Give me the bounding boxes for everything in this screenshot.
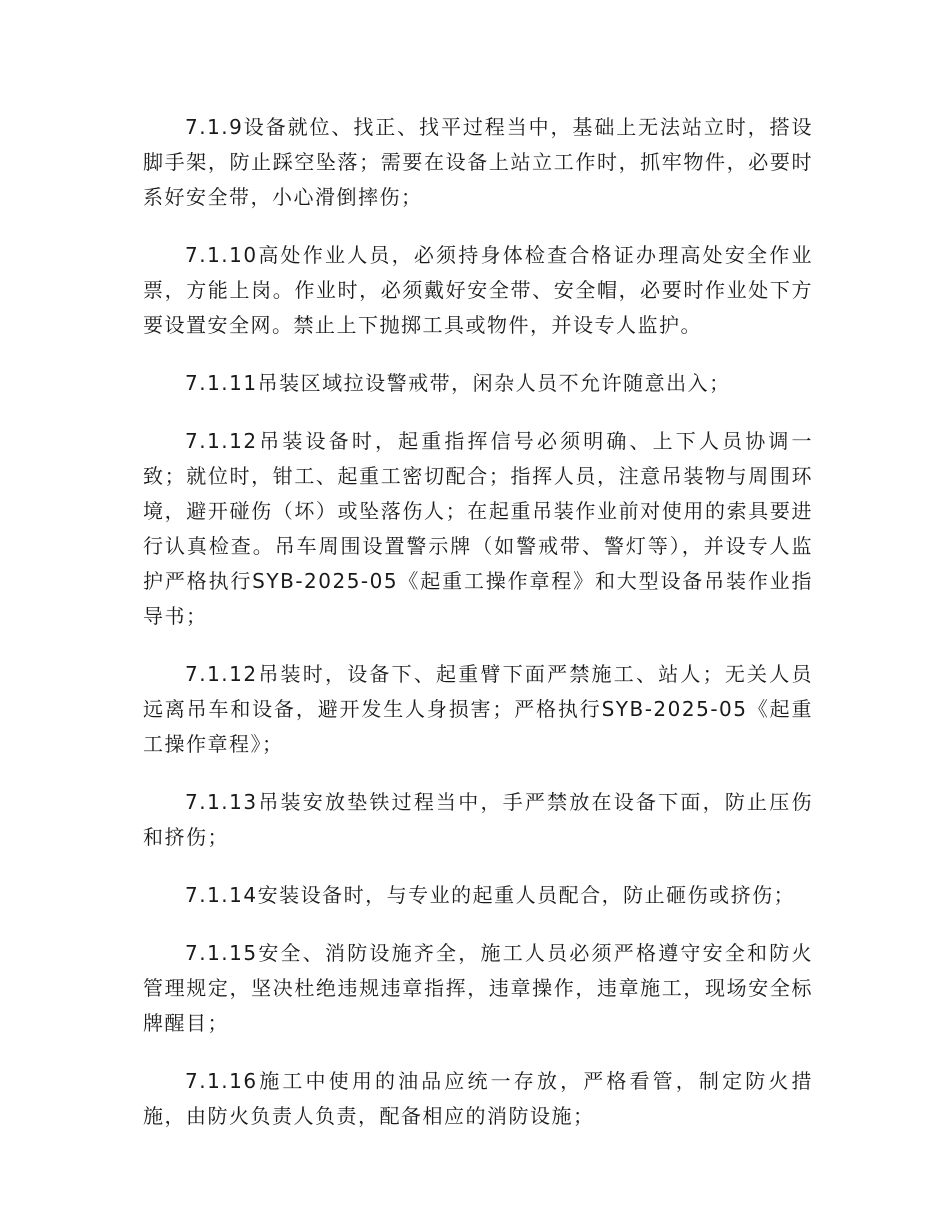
paragraph-7-1-9: 7.1.9设备就位、找正、找平过程当中，基础上无法站立时，搭设脚手架，防止踩空坠落；需要在设备上站立工作时，抓牢物件，必要时系好安全带，小心滑倒摔伤； (143, 115, 813, 209)
paragraph-7-1-12-a: 7.1.12吊装设备时，起重指挥信号必须明确、上下人员协调一致；就位时，钳工、起重工密切配合；指挥人员，注意吊装物与周围环境，避开碰伤（坏）或坠落伤人；在起重吊装作业前对使用的索具要进行认真检查。吊车周围设置警示牌（如警戒带、警灯等），并设专人监护严格执行SYB-2025-05《起重工操作章程》和大型设备吊装作业指导书； (143, 429, 813, 628)
paragraph-7-1-14: 7.1.14安装设备时，与专业的起重人员配合，防止砸伤或挤伤； (185, 883, 796, 907)
paragraph-7-1-10: 7.1.10高处作业人员，必须持身体检查合格证办理高处安全作业票，方能上岗。作业时，必须戴好安全带、安全帽，必要时作业处下方要设置安全网。禁止上下抛掷工具或物件，并设专人监护。 (143, 243, 813, 337)
paragraph-7-1-15: 7.1.15安全、消防设施齐全，施工人员必须严格遵守安全和防火管理规定，坚决杜绝违规违章指挥，违章操作，违章施工，现场安全标牌醒目； (143, 941, 813, 1035)
paragraph-7-1-16: 7.1.16施工中使用的油品应统一存放，严格看管，制定防火措施，由防火负责人负责，配备相应的消防设施； (143, 1069, 813, 1128)
paragraph-7-1-11: 7.1.11吊装区域拉设警戒带，闲杂人员不允许随意出入； (185, 371, 731, 395)
paragraph-7-1-13: 7.1.13吊装安放垫铁过程当中，手严禁放在设备下面，防止压伤和挤伤； (143, 790, 813, 849)
document-body (143, 110, 813, 1157)
paragraph-7-1-12-b: 7.1.12吊装时，设备下、起重臂下面严禁施工、站人；无关人员远离吊车和设备，避开发生人身损害；严格执行SYB-2025-05《起重工操作章程》； (143, 662, 813, 756)
